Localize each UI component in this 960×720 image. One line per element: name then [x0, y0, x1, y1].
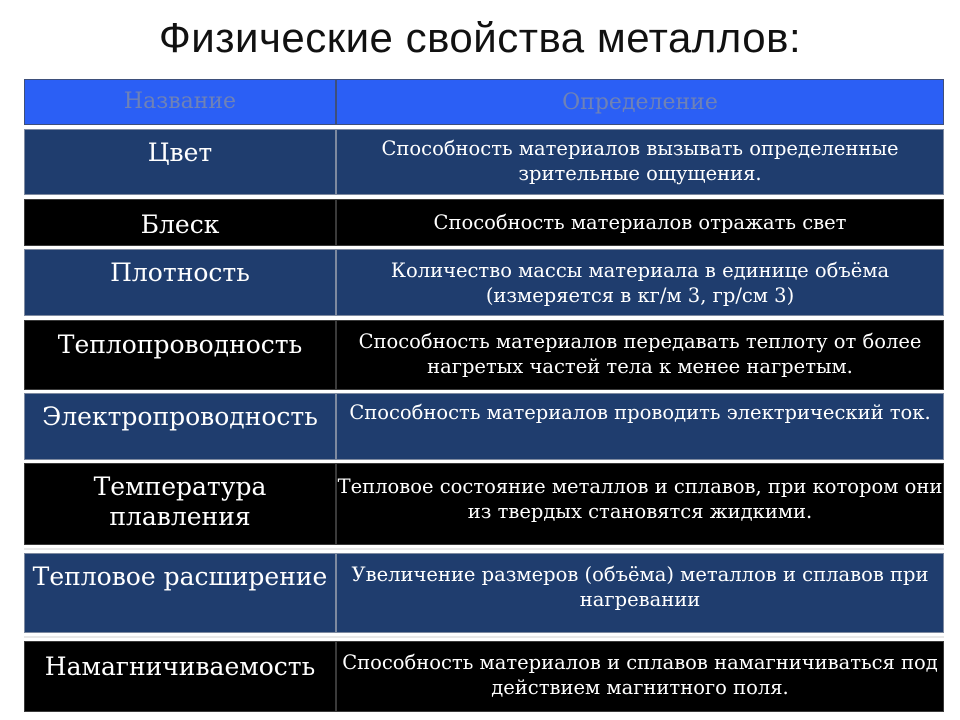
table-row: [24, 249, 944, 316]
property-definition: Способность материалов отражать свет: [336, 199, 944, 246]
property-name: Тепловое расширение: [24, 553, 336, 633]
property-definition: Способность материалов и сплавов намагничиваться под действием магнитного поля.: [336, 641, 944, 712]
table-row: [24, 553, 944, 633]
slide-title: Физические свойства металлов:: [158, 14, 802, 61]
property-definition: Увеличение размеров (объёма) металлов и сплавов при нагревании: [336, 553, 944, 633]
property-name: Намагничиваемость: [24, 641, 336, 712]
property-definition: Способность материалов передавать теплоту от более нагретых частей тела к менее нагретым.: [336, 320, 944, 390]
property-definition: Способность материалов вызывать определенные зрительные ощущения.: [336, 129, 944, 195]
property-definition: Тепловое состояние металлов и сплавов, при котором они из твердых становятся жидкими.: [336, 463, 944, 545]
property-definition: Способность материалов проводить электрический ток.: [336, 393, 944, 460]
table-row: [24, 393, 944, 460]
property-name: Плотность: [24, 249, 336, 316]
table-row: [24, 129, 944, 195]
header-name: Название: [24, 79, 336, 125]
table-row: [24, 320, 944, 390]
table-header-row: [24, 79, 944, 125]
property-name: Электропроводность: [24, 393, 336, 460]
property-name: Цвет: [24, 129, 336, 195]
property-name: Блеск: [24, 199, 336, 246]
header-definition: Определение: [336, 79, 944, 125]
property-name: Температура плавления: [24, 463, 336, 545]
table-row: [24, 463, 944, 545]
row-divider: [24, 548, 944, 550]
property-definition: Количество массы материала в единице объёма (измеряется в кг/м 3, гр/см 3): [336, 249, 944, 316]
property-name: Теплопроводность: [24, 320, 336, 390]
table-row: [24, 199, 944, 246]
table-row: [24, 641, 944, 712]
row-divider: [24, 636, 944, 638]
